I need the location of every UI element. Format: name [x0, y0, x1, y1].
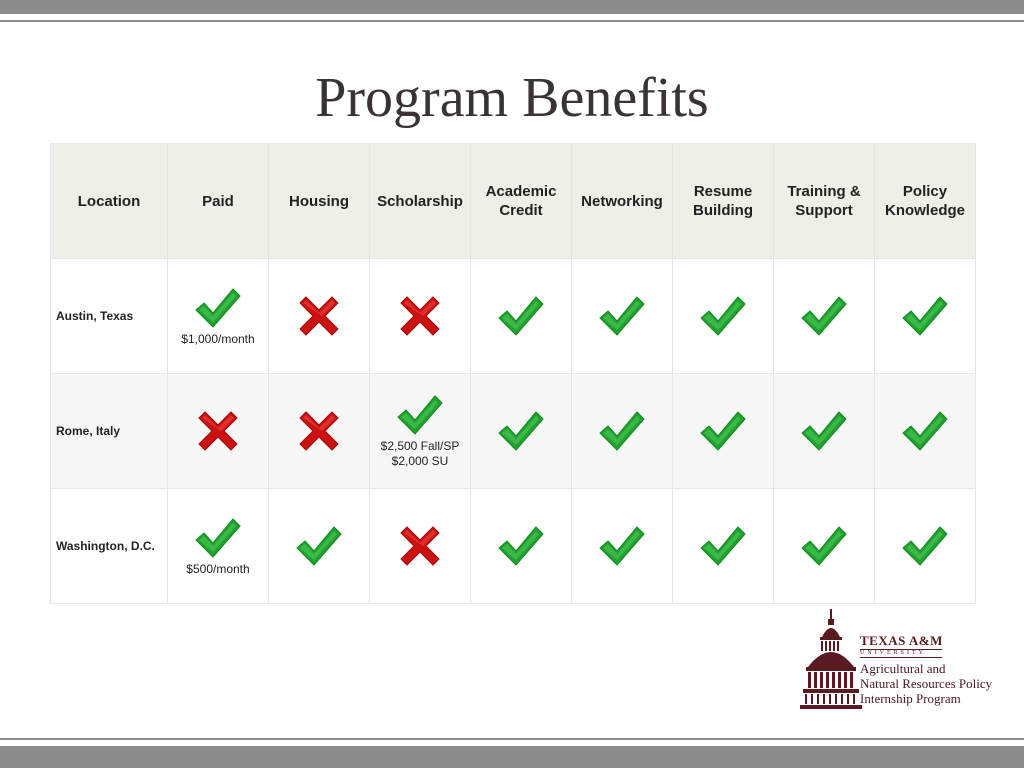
- cell-networking: [572, 259, 673, 374]
- cell-paid: [168, 489, 269, 604]
- checkmark-icon: [497, 294, 545, 338]
- cross-mark-icon: [397, 293, 443, 339]
- bottom-frame-line: [0, 738, 1024, 740]
- header-location: Location: [51, 144, 168, 259]
- cell-note: $2,500 Fall/SP $2,000 SU: [380, 439, 460, 468]
- table-row: [51, 259, 976, 374]
- cell-academic-credit: [471, 259, 572, 374]
- capitol-dome-icon: [800, 607, 862, 712]
- cell-scholarship: [370, 489, 471, 604]
- top-frame-line: [0, 20, 1024, 22]
- header-paid: Paid: [168, 144, 269, 259]
- row-location: Rome, Italy: [51, 374, 168, 489]
- checkmark-icon: [598, 524, 646, 568]
- logo-university-name: TEXAS A&M: [860, 633, 943, 648]
- cell-note: $500/month: [186, 561, 250, 576]
- header-resume-building: Resume Building: [673, 144, 774, 259]
- cell-housing: [269, 489, 370, 604]
- table-row: [51, 489, 976, 604]
- checkmark-icon: [396, 393, 444, 437]
- slide-title: Program Benefits: [315, 67, 709, 129]
- cell-networking: [572, 489, 673, 604]
- cell-resume-building: [673, 374, 774, 489]
- cross-mark-icon: [195, 408, 241, 454]
- checkmark-icon: [901, 294, 949, 338]
- checkmark-icon: [699, 524, 747, 568]
- cell-training-support: [774, 259, 875, 374]
- checkmark-icon: [497, 524, 545, 568]
- cell-paid: [168, 374, 269, 489]
- checkmark-icon: [800, 409, 848, 453]
- checkmark-icon: [295, 524, 343, 568]
- cross-mark-icon: [296, 293, 342, 339]
- checkmark-icon: [598, 294, 646, 338]
- cross-mark-icon: [296, 408, 342, 454]
- header-networking: Networking: [572, 144, 673, 259]
- logo-university-sub: UNIVERSITY: [860, 649, 942, 658]
- logo-program-line-1: Agricultural and: [860, 661, 946, 676]
- cell-training-support: [774, 374, 875, 489]
- checkmark-icon: [598, 409, 646, 453]
- cell-housing: [269, 259, 370, 374]
- checkmark-icon: [194, 286, 242, 330]
- benefits-table: [50, 143, 976, 604]
- checkmark-icon: [699, 409, 747, 453]
- cell-policy-knowledge: [875, 374, 976, 489]
- cell-policy-knowledge: [875, 259, 976, 374]
- table-header-row: [51, 144, 976, 259]
- cross-mark-icon: [397, 523, 443, 569]
- cell-networking: [572, 374, 673, 489]
- logo-text-block: [860, 633, 992, 706]
- cell-housing: [269, 374, 370, 489]
- checkmark-icon: [901, 409, 949, 453]
- cell-training-support: [774, 489, 875, 604]
- logo-program-line-2: Natural Resources Policy: [860, 676, 993, 691]
- logo-program-line-3: Internship Program: [860, 691, 961, 706]
- table-row: [51, 374, 976, 489]
- texas-am-logo: [800, 607, 1015, 712]
- checkmark-icon: [901, 524, 949, 568]
- top-frame-bar: [0, 0, 1024, 14]
- cell-resume-building: [673, 489, 774, 604]
- header-policy-knowledge: Policy Knowledge: [875, 144, 976, 259]
- cell-scholarship: [370, 259, 471, 374]
- checkmark-icon: [194, 516, 242, 560]
- header-training-support: Training & Support: [774, 144, 875, 259]
- cell-policy-knowledge: [875, 489, 976, 604]
- checkmark-icon: [800, 294, 848, 338]
- table-body: [51, 259, 976, 604]
- cell-academic-credit: [471, 489, 572, 604]
- cell-paid: [168, 259, 269, 374]
- bottom-frame-bar: [0, 746, 1024, 768]
- checkmark-icon: [800, 524, 848, 568]
- logo-program-name: [860, 661, 992, 706]
- header-housing: Housing: [269, 144, 370, 259]
- cell-note: $1,000/month: [181, 331, 255, 346]
- checkmark-icon: [699, 294, 747, 338]
- cell-scholarship: [370, 374, 471, 489]
- checkmark-icon: [497, 409, 545, 453]
- cell-academic-credit: [471, 374, 572, 489]
- header-academic-credit: Academic Credit: [471, 144, 572, 259]
- cell-resume-building: [673, 259, 774, 374]
- row-location: Austin, Texas: [51, 259, 168, 374]
- benefits-table-container: [50, 143, 973, 604]
- row-location: Washington, D.C.: [51, 489, 168, 604]
- header-scholarship: Scholarship: [370, 144, 471, 259]
